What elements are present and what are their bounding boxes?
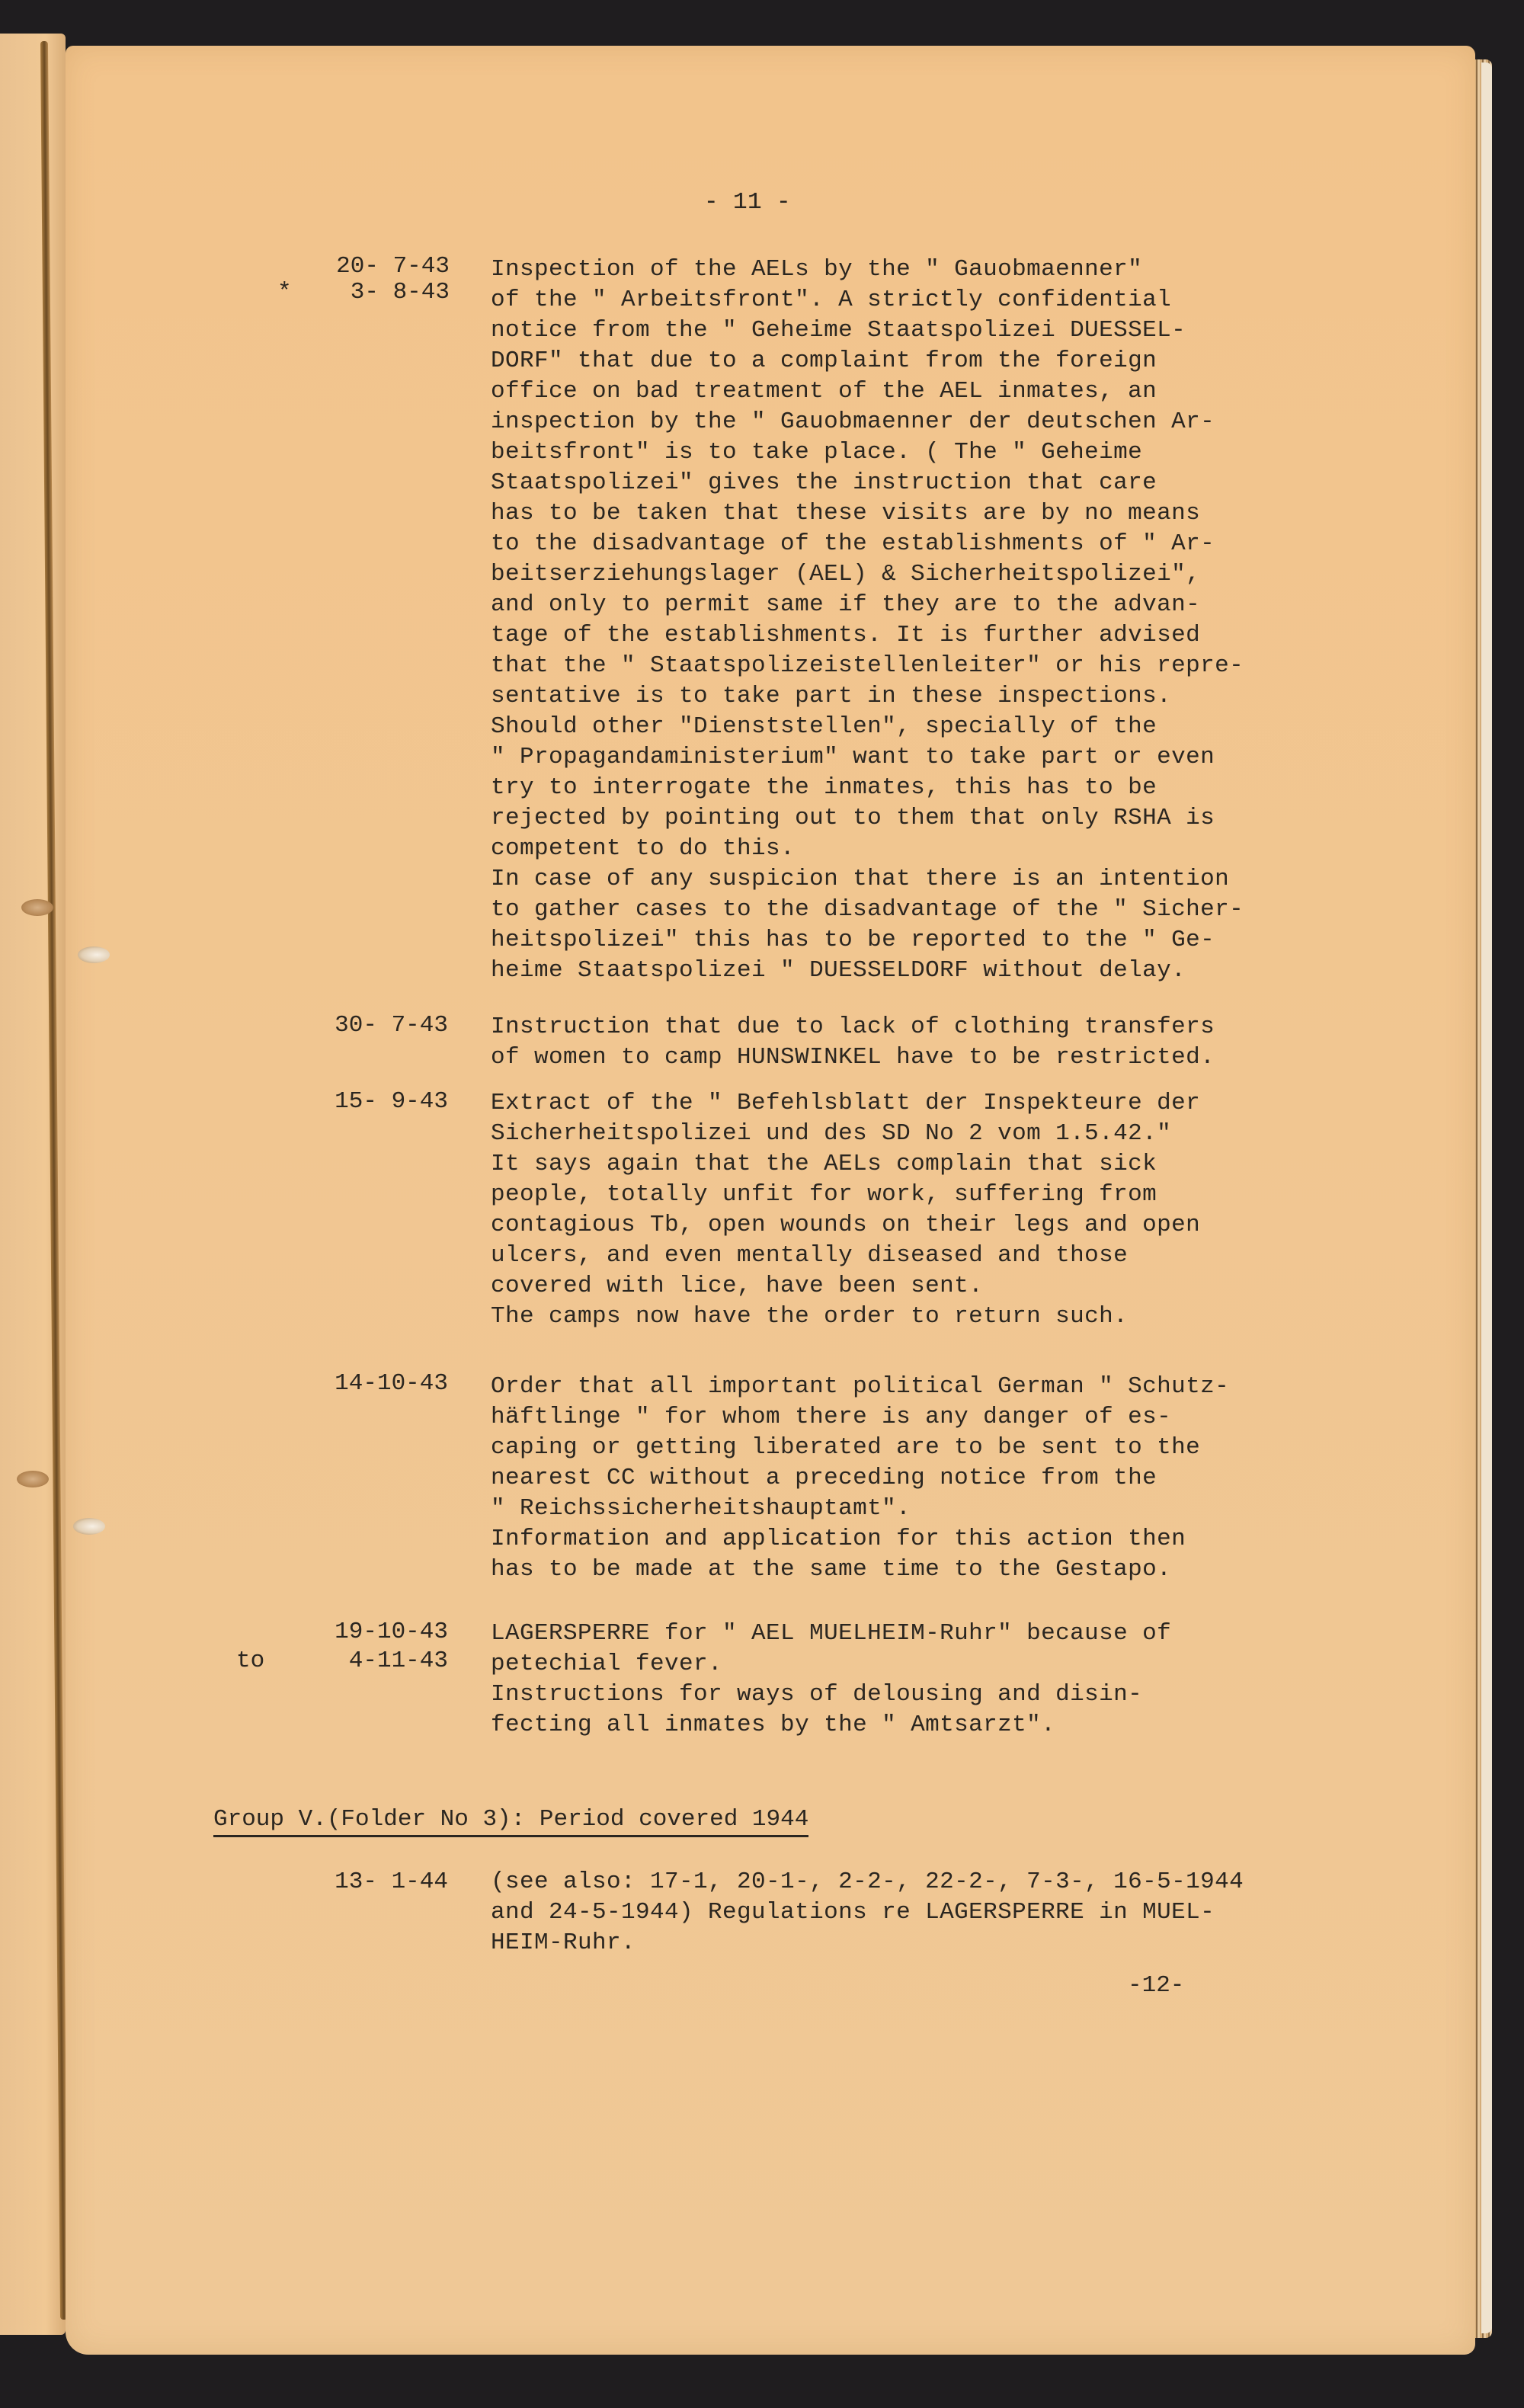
text-line: fecting all inmates by the " Amtsarzt". — [491, 1712, 1056, 1738]
entry-body — [491, 1012, 1215, 1073]
text-line: rejected by pointing out to them that only RSHA is — [491, 805, 1215, 831]
text-line: " Propagandaministerium" want to take part or even — [491, 744, 1215, 770]
asterisk-marker: * — [277, 279, 292, 306]
text-line: Information and application for this action then — [491, 1526, 1186, 1552]
text-line: competent to do this. — [491, 835, 796, 862]
entry-date: 30- 7-43 — [335, 1012, 448, 1039]
text-line: beitsfront" is to take place. ( The " Geheime — [491, 439, 1143, 466]
text-line: contagious Tb, open wounds on their legs and open — [491, 1212, 1201, 1238]
entry-body — [491, 255, 1244, 986]
entry-date-end: 4-11-43 — [348, 1647, 448, 1674]
text-line: has to be taken that these visits are by no means — [491, 500, 1201, 527]
text-line: petechial fever. — [491, 1651, 723, 1677]
entry-date: 15- 9-43 — [335, 1088, 448, 1115]
text-line: Order that all important political German " Schutz- — [491, 1373, 1230, 1400]
text-line: Should other "Dienststellen", specially of the — [491, 713, 1157, 740]
text-line: heime Staatspolizei " DUESSELDORF without delay. — [491, 957, 1186, 984]
text-line: Sicherheitspolizei und des SD No 2 vom 1.5.42." — [491, 1120, 1172, 1147]
entry-date-second: 3- 8-43 — [350, 279, 450, 306]
binding-hole-top — [78, 946, 110, 963]
binding-hole-bottom — [73, 1518, 105, 1535]
text-line: Instructions for ways of delousing and disin- — [491, 1681, 1143, 1708]
entry-body — [491, 1088, 1200, 1332]
entry-body — [491, 1619, 1171, 1740]
text-line: caping or getting liberated are to be sent to the — [491, 1434, 1201, 1461]
range-word: to — [236, 1647, 265, 1674]
text-line: try to interrogate the inmates, this has to be — [491, 774, 1157, 801]
text-line: of the " Arbeitsfront". A strictly confidential — [491, 287, 1172, 313]
text-line: beitserziehungslager (AEL) & Sicherheitspolizei", — [491, 561, 1201, 588]
entry-body — [491, 1372, 1229, 1585]
text-line: Instruction that due to lack of clothing transfers — [491, 1013, 1215, 1040]
text-line: " Reichssicherheitshauptamt". — [491, 1495, 911, 1522]
text-line: nearest CC without a preceding notice from the — [491, 1465, 1157, 1491]
text-line: (see also: 17-1, 20-1-, 2-2-, 22-2-, 7-3-, 16-5-1944 — [491, 1868, 1244, 1895]
section-heading: Group V.(Folder No 3): Period covered 1944 — [213, 1804, 808, 1837]
text-line: that the " Staatspolizeistellenleiter" or his repre- — [491, 652, 1244, 679]
binding-hole-facing-top — [21, 899, 53, 916]
text-line: covered with lice, have been sent. — [491, 1273, 984, 1299]
text-line: notice from the " Geheime Staatspolizei DUESSEL- — [491, 317, 1186, 344]
text-line: sentative is to take part in these inspections. — [491, 683, 1172, 709]
entry-date: 13- 1-44 — [335, 1868, 448, 1895]
next-page-marker: -12- — [1128, 1972, 1185, 1999]
text-line: häftlinge " for whom there is any danger of es- — [491, 1404, 1172, 1430]
text-line: office on bad treatment of the AEL inmates, an — [491, 378, 1157, 405]
text-line: DORF" that due to a complaint from the foreign — [491, 347, 1157, 374]
text-line: has to be made at the same time to the Gestapo. — [491, 1556, 1172, 1583]
text-line: HEIM-Ruhr. — [491, 1929, 636, 1956]
text-line: inspection by the " Gauobmaenner der deutschen Ar- — [491, 408, 1215, 435]
binding-hole-facing-bottom — [17, 1471, 49, 1487]
text-line: Staatspolizei" gives the instruction that care — [491, 469, 1157, 496]
text-line: Extract of the " Befehlsblatt der Inspekteure der — [491, 1090, 1201, 1116]
text-line: and 24-5-1944) Regulations re LAGERSPERRE in MUEL- — [491, 1899, 1215, 1926]
text-line: to gather cases to the disadvantage of the " Sicher- — [491, 896, 1244, 923]
entry-date: 19-10-43 — [335, 1619, 448, 1645]
entry-date: 14-10-43 — [335, 1370, 448, 1397]
text-line: Inspection of the AELs by the " Gauobmaenner" — [491, 256, 1143, 283]
text-line: people, totally unfit for work, suffering from — [491, 1181, 1157, 1208]
text-line: heitspolizei" this has to be reported to the " Ge- — [491, 927, 1215, 953]
text-line: In case of any suspicion that there is an intention — [491, 866, 1230, 892]
text-line: and only to permit same if they are to the advan- — [491, 591, 1201, 618]
page-stack-highlight — [1481, 62, 1492, 2333]
text-line: ulcers, and even mentally diseased and those — [491, 1242, 1129, 1269]
text-line: to the disadvantage of the establishments of " Ar- — [491, 530, 1215, 557]
entry-body — [491, 1867, 1244, 1958]
text-line: of women to camp HUNSWINKEL have to be restricted. — [491, 1044, 1215, 1071]
entry-date: 20- 7-43 — [336, 253, 450, 280]
text-line: LAGERSPERRE for " AEL MUELHEIM-Ruhr" because of — [491, 1620, 1172, 1647]
text-line: The camps now have the order to return such. — [491, 1303, 1129, 1330]
text-line: tage of the establishments. It is further advised — [491, 622, 1201, 648]
page-number: - 11 - — [704, 189, 792, 216]
text-line: It says again that the AELs complain that sick — [491, 1151, 1157, 1177]
